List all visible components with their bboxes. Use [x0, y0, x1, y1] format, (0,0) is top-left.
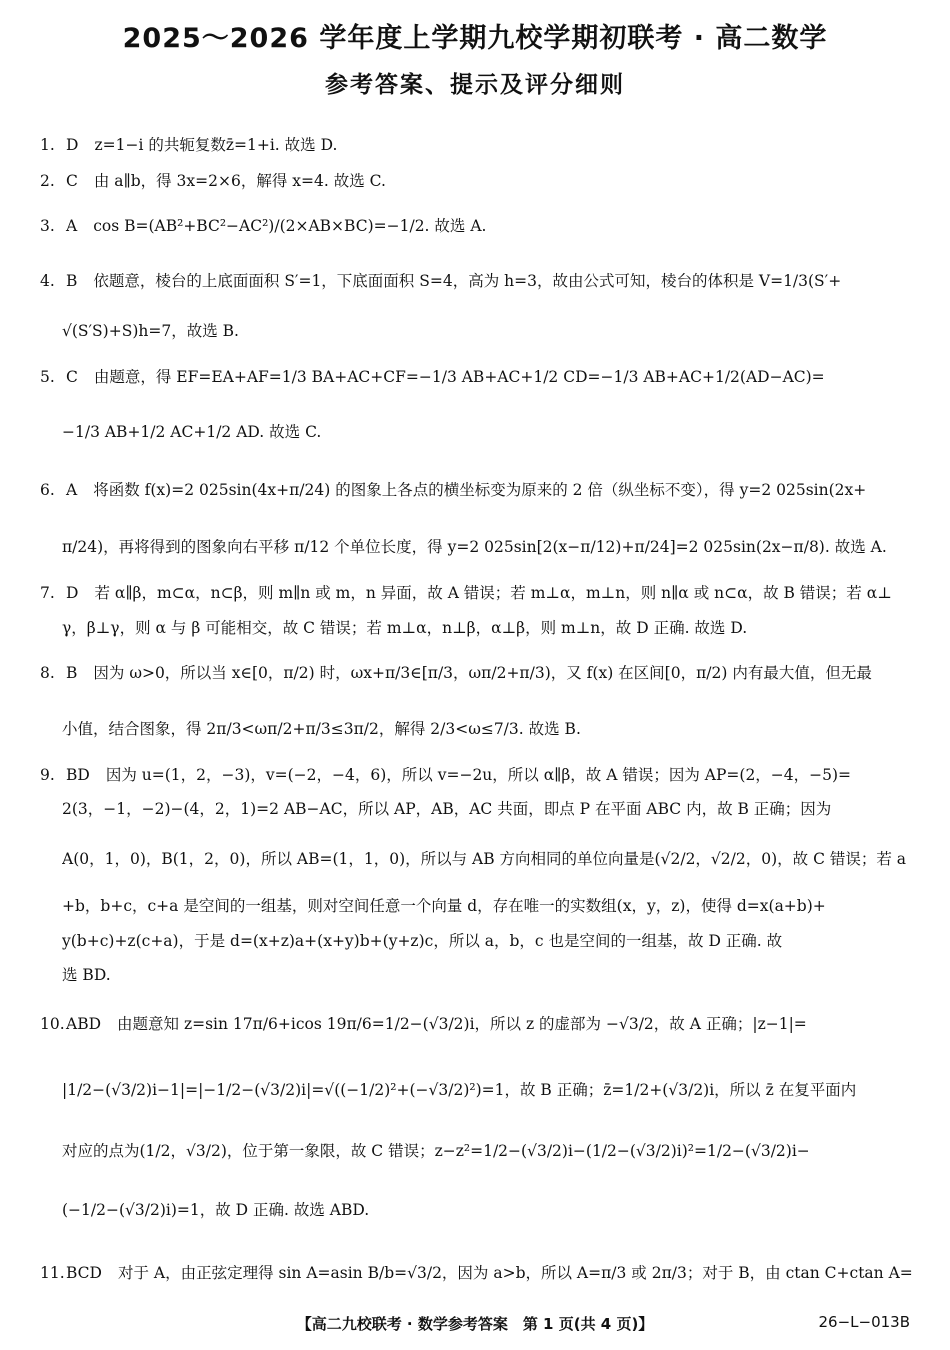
question-number: 4. [40, 272, 55, 290]
question-number: 10. [40, 1015, 65, 1033]
answer-1 [40, 134, 920, 156]
answer-11 [40, 1262, 920, 1284]
document-subtitle: 参考答案、提示及评分细则 [325, 72, 625, 98]
answer-9-continued: 选 BD. [62, 966, 111, 984]
question-number: 1. [40, 136, 55, 154]
answer-explanation: 将函数 f(x)=2 025sin(4x+π/24) 的图象上各点的横坐标变为原来的 2 倍（纵坐标不变），得 y=2 025sin(2x+ [93, 481, 867, 499]
answer-choice: C [66, 368, 78, 386]
answer-explanation: 因为 ω>0，所以当 x∈[0，π/2) 时，ωx+π/3∈[π/3，ωπ/2+π/3)，又 f(x) 在区间[0，π/2) 内有最大值，但无最 [93, 664, 872, 682]
answer-explanation: cos B=(AB²+BC²−AC²)/(2×AB×BC)=−1/2. 故选 A. [93, 217, 487, 235]
answer-choice: BCD [66, 1264, 102, 1282]
answer-choice: ABD [66, 1015, 102, 1033]
answer-choice: C [66, 172, 78, 190]
answer-6 [40, 479, 920, 501]
question-number: 5. [40, 368, 55, 386]
answer-5-continued: −1/3 AB+1/2 AC+1/2 AD. 故选 C. [62, 423, 322, 441]
answer-7 [40, 582, 920, 604]
answer-explanation: 对于 A，由正弦定理得 sin A=asin B/b=√3/2，因为 a>b，所以 A=π/3 或 2π/3；对于 B，由 ctan C+ctan A= [117, 1264, 913, 1282]
answer-9-continued: 2(3，−1，−2)−(4，2，1)=2 AB−AC，所以 AP，AB，AC 共面，即点 P 在平面 ABC 内，故 B 正确；因为 [62, 800, 832, 818]
answer-explanation: 因为 u=(1，2，−3)，v=(−2，−4，6)，所以 v=−2u，所以 α∥β，故 A 错误；因为 AP=(2，−4，−5)= [105, 766, 852, 784]
answer-explanation: 由 a∥b，得 3x=2×6，解得 x=4. 故选 C. [93, 172, 386, 190]
answer-explanation: 若 α∥β，m⊂α，n⊂β，则 m∥n 或 m，n 异面，故 A 错误；若 m⊥α，m⊥n，则 n∥α 或 n⊂α，故 B 错误；若 α⊥ [94, 584, 892, 602]
answer-choice: A [66, 217, 78, 235]
answer-explanation: 由题意，得 EF=EA+AF=1/3 BA+AC+CF=−1/3 AB+AC+1/2 CD=−1/3 AB+AC+1/2(AD−AC)= [93, 368, 825, 386]
answer-8 [40, 662, 920, 684]
footer-page-info: 【高二九校联考 · 数学参考答案 第 1 页(共 4 页)】 [296, 1315, 654, 1333]
answer-10-continued: |1/2−(√3/2)i−1|=|−1/2−(√3/2)i|=√((−1/2)²+(−√3/2)²)=1，故 B 正确；z̄=1/2+(√3/2)i，所以 z̄ 在复平面内 [62, 1081, 857, 1099]
answer-choice: B [66, 272, 78, 290]
question-number: 7. [40, 584, 55, 602]
answer-choice: D [66, 136, 79, 154]
answer-2 [40, 170, 920, 192]
question-number: 6. [40, 481, 55, 499]
question-number: 11. [40, 1264, 65, 1282]
answer-explanation: 依题意，棱台的上底面面积 S′=1，下底面面积 S=4，高为 h=3，故由公式可知，棱台的体积是 V=1/3(S′+ [93, 272, 842, 290]
answer-9-continued: +b，b+c，c+a 是空间的一组基，则对空间任意一个向量 d，存在唯一的实数组(x，y，z)，使得 d=x(a+b)+ [62, 897, 826, 915]
answer-choice: BD [66, 766, 90, 784]
answer-9 [40, 764, 920, 786]
question-number: 9. [40, 766, 55, 784]
question-number: 3. [40, 217, 55, 235]
answer-choice: B [66, 664, 78, 682]
answer-4 [40, 270, 920, 292]
question-number: 2. [40, 172, 55, 190]
answer-choice: A [66, 481, 78, 499]
question-number: 8. [40, 664, 55, 682]
answer-9-continued: y(b+c)+z(c+a)，于是 d=(x+z)a+(x+y)b+(y+z)c，所以 a，b，c 也是空间的一组基，故 D 正确. 故 [62, 932, 783, 950]
answer-explanation: z=1−i 的共轭复数z̄=1+i. 故选 D. [94, 136, 338, 154]
answer-choice: D [66, 584, 79, 602]
answer-10-continued: (−1/2−(√3/2)i)=1，故 D 正确. 故选 ABD. [62, 1201, 370, 1219]
answer-explanation: 由题意知 z=sin 17π/6+icos 19π/6=1/2−(√3/2)i，所以 z 的虚部为 −√3/2，故 A 正确；|z−1|= [117, 1015, 807, 1033]
footer-doc-code: 26−L−013B [818, 1313, 910, 1331]
document-title: 2025～2026 学年度上学期九校学期初联考 · 高二数学 [122, 23, 828, 54]
answer-7-continued: γ，β⊥γ，则 α 与 β 可能相交，故 C 错误；若 m⊥α，n⊥β，α⊥β，则 m⊥n，故 D 正确. 故选 D. [62, 619, 748, 637]
answer-3 [40, 215, 920, 237]
answer-10-continued: 对应的点为(1/2，√3/2)，位于第一象限，故 C 错误；z−z²=1/2−(√3/2)i−(1/2−(√3/2)i)²=1/2−(√3/2)i− [62, 1142, 810, 1160]
answer-4-continued: √(S′S)+S)h=7，故选 B. [62, 322, 239, 340]
answer-6-continued: π/24)，再将得到的图象向右平移 π/12 个单位长度，得 y=2 025sin[2(x−π/12)+π/24]=2 025sin(2x−π/8). 故选 A. [62, 538, 887, 556]
answer-9-continued: A(0，1，0)，B(1，2，0)，所以 AB=(1，1，0)，所以与 AB 方向相同的单位向量是(√2/2，√2/2，0)，故 C 错误；若 a [62, 850, 907, 868]
answer-8-continued: 小值，结合图象，得 2π/3<ωπ/2+π/3≤3π/2，解得 2/3<ω≤7/3. 故选 B. [62, 720, 581, 738]
answer-5 [40, 366, 920, 388]
answer-10 [40, 1013, 920, 1035]
